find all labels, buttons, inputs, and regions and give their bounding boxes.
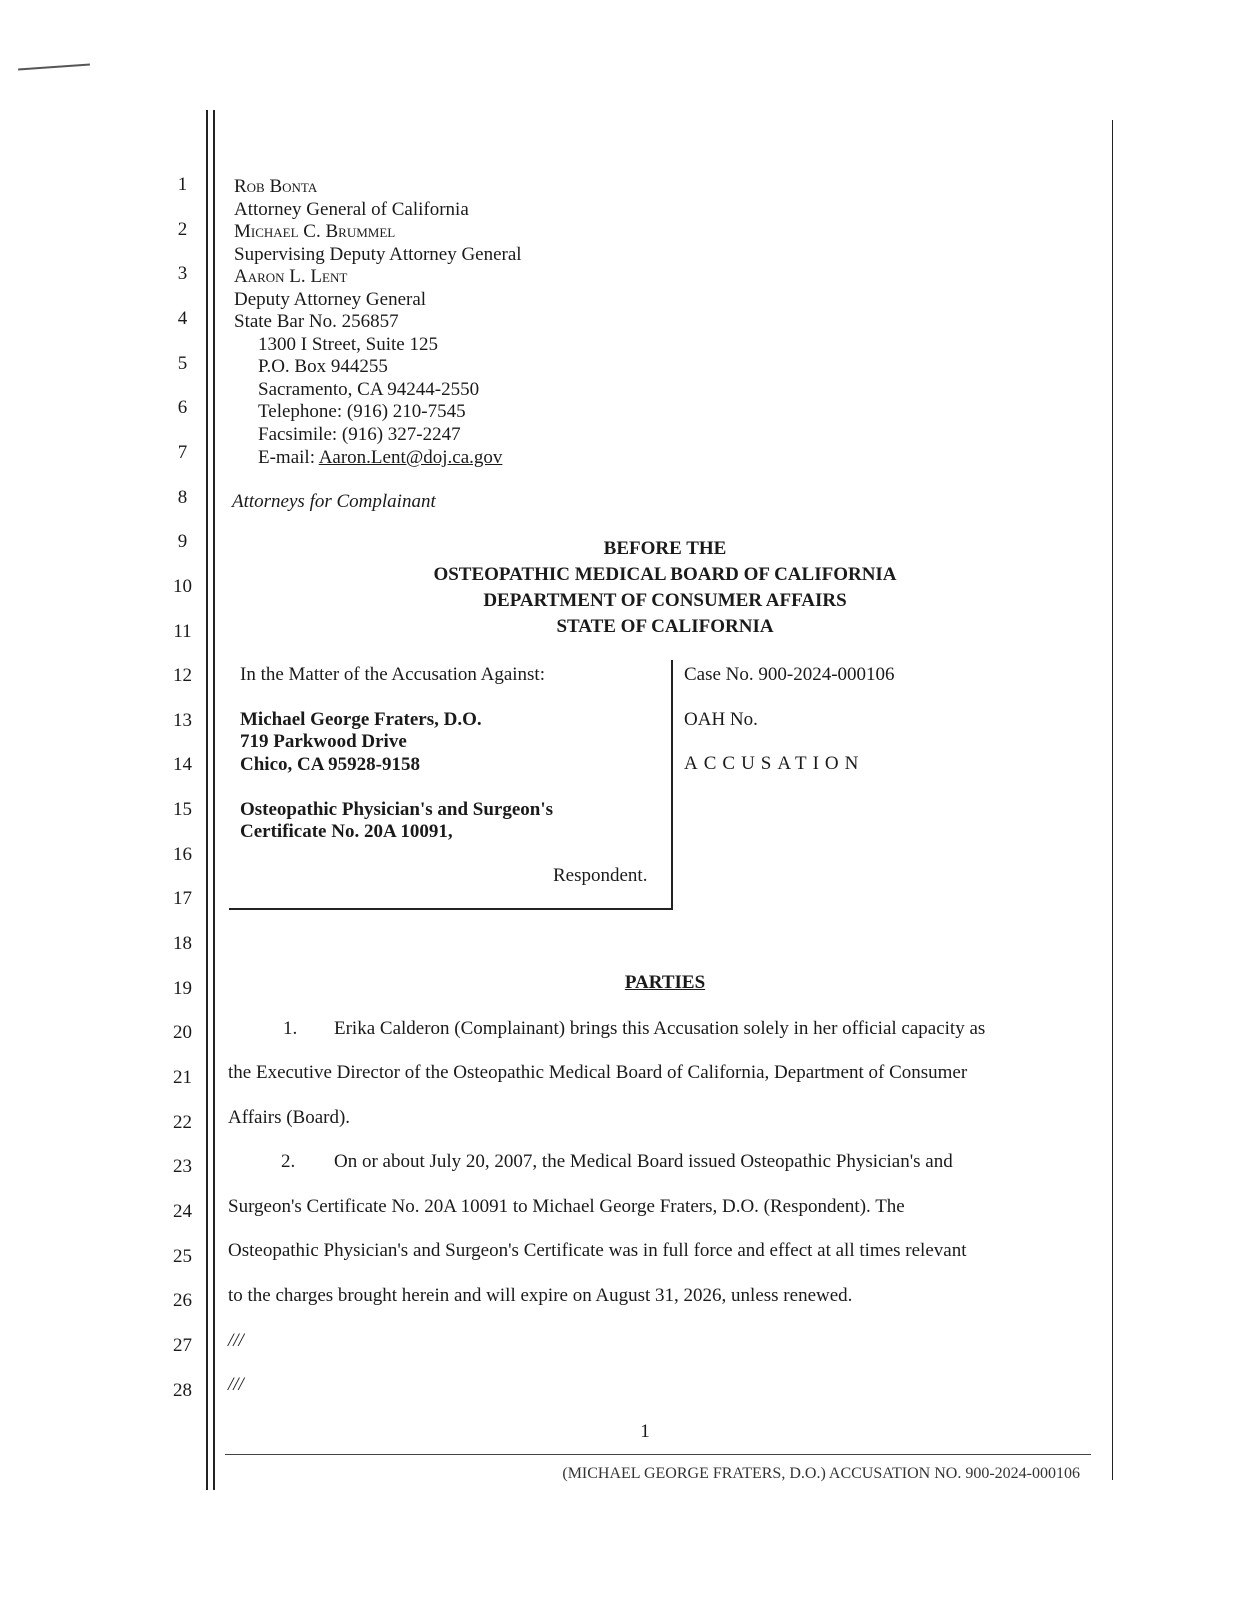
continuation-mark-2: /// <box>228 1374 244 1395</box>
line-number: 28 <box>173 1379 192 1401</box>
line-number: 3 <box>177 263 188 285</box>
oah-number: OAH No. <box>684 709 758 730</box>
paragraph-2-line-3: Osteopathic Physician's and Surgeon's Certificate was in full force and effect at all times relevant <box>228 1240 967 1261</box>
footer-caption: (MICHAEL GEORGE FRATERS, D.O.) ACCUSATION NO. 900-2024-000106 <box>562 1465 1080 1482</box>
supervising-name: Michael C. Brummel <box>234 221 396 242</box>
line-number: 23 <box>173 1156 192 1178</box>
respondent-street: 719 Parkwood Drive <box>240 731 407 752</box>
line-number: 16 <box>173 843 192 865</box>
line-number: 20 <box>173 1022 192 1044</box>
line-number: 21 <box>173 1067 192 1088</box>
address-line-3: Sacramento, CA 94244-2550 <box>258 379 480 400</box>
line-number: 9 <box>177 531 188 553</box>
matter-label: In the Matter of the Accusation Against: <box>240 664 545 685</box>
continuation-mark-1: /// <box>228 1330 244 1351</box>
footer-rule <box>225 1454 1091 1455</box>
deputy-title: Deputy Attorney General <box>234 289 427 310</box>
line-number: 12 <box>173 665 192 687</box>
line-number: 1 <box>177 174 188 195</box>
line-number: 13 <box>173 709 192 731</box>
scan-mark <box>18 63 90 70</box>
respondent-label: Respondent. <box>553 865 648 886</box>
right-margin-rule <box>1112 120 1113 1480</box>
line-number: 8 <box>177 486 188 508</box>
caption-divider-horizontal <box>229 908 673 910</box>
paragraph-2-line-2: Surgeon's Certificate No. 20A 10091 to Michael George Fraters, D.O. (Respondent). The <box>228 1196 905 1217</box>
line-number: 2 <box>177 218 188 240</box>
paragraph-1-line-1: Erika Calderon (Complainant) brings this Accusation solely in her official capacity as <box>334 1018 986 1039</box>
attorneys-for: Attorneys for Complainant <box>232 491 436 512</box>
line-number: 19 <box>173 977 192 999</box>
paragraph-2-line-1: On or about July 20, 2007, the Medical Board issued Osteopathic Physician's and <box>334 1151 953 1172</box>
line-number: 15 <box>173 799 192 821</box>
line-number: 4 <box>177 307 188 329</box>
section-title-parties: PARTIES <box>624 972 706 993</box>
bar-number: State Bar No. 256857 <box>234 311 399 332</box>
line-number: 22 <box>173 1111 192 1133</box>
caption-divider-vertical <box>671 660 673 910</box>
attorney-general-name: Rob Bonta <box>234 176 318 197</box>
supervising-title: Supervising Deputy Attorney General <box>234 244 522 265</box>
line-number: 18 <box>173 933 192 955</box>
line-number: 11 <box>173 620 192 642</box>
case-number: Case No. 900-2024-000106 <box>684 664 895 685</box>
line-number: 7 <box>177 441 188 463</box>
attorney-general-title: Attorney General of California <box>234 199 469 220</box>
line-number: 10 <box>173 575 192 597</box>
email-label: E-mail: <box>258 447 319 468</box>
line-number: 27 <box>173 1334 192 1356</box>
heading-line-2: OSTEOPATHIC MEDICAL BOARD OF CALIFORNIA <box>433 564 897 585</box>
email-link[interactable]: Aaron.Lent@doj.ca.gov <box>318 447 503 468</box>
paragraph-2-number: 2. <box>281 1151 296 1172</box>
address-line-1: 1300 I Street, Suite 125 <box>258 334 438 355</box>
paragraph-1-line-2: the Executive Director of the Osteopathic Medical Board of California, Department of Consumer <box>228 1062 968 1083</box>
document-type: ACCUSATION <box>684 753 865 774</box>
heading-line-1: BEFORE THE <box>603 538 727 559</box>
certificate-line-2: Certificate No. 20A 10091, <box>240 821 453 842</box>
line-number: 6 <box>177 397 188 419</box>
paragraph-2-line-4: to the charges brought herein and will expire on August 31, 2026, unless renewed. <box>228 1285 853 1306</box>
paragraph-1-number: 1. <box>283 1018 298 1039</box>
left-margin-rule-outer <box>206 110 208 1490</box>
respondent-name: Michael George Fraters, D.O. <box>240 709 482 730</box>
line-number: 14 <box>173 754 192 776</box>
line-number: 25 <box>173 1245 192 1267</box>
address-line-2: P.O. Box 944255 <box>258 356 388 377</box>
heading-line-3: DEPARTMENT OF CONSUMER AFFAIRS <box>483 590 847 611</box>
respondent-city: Chico, CA 95928-9158 <box>240 754 420 775</box>
paragraph-1-line-3: Affairs (Board). <box>228 1107 351 1128</box>
line-number: 24 <box>173 1200 192 1222</box>
deputy-name: Aaron L. Lent <box>234 266 348 287</box>
page-number: 1 <box>640 1421 650 1442</box>
telephone: Telephone: (916) 210-7545 <box>258 401 466 422</box>
line-number: 17 <box>173 888 192 910</box>
heading-line-4: STATE OF CALIFORNIA <box>556 616 774 637</box>
certificate-line-1: Osteopathic Physician's and Surgeon's <box>240 799 554 820</box>
facsimile: Facsimile: (916) 327-2247 <box>258 424 461 445</box>
line-number: 26 <box>173 1290 192 1312</box>
left-margin-rule-inner <box>213 110 215 1490</box>
email-line <box>258 447 502 470</box>
line-number: 5 <box>177 352 188 374</box>
